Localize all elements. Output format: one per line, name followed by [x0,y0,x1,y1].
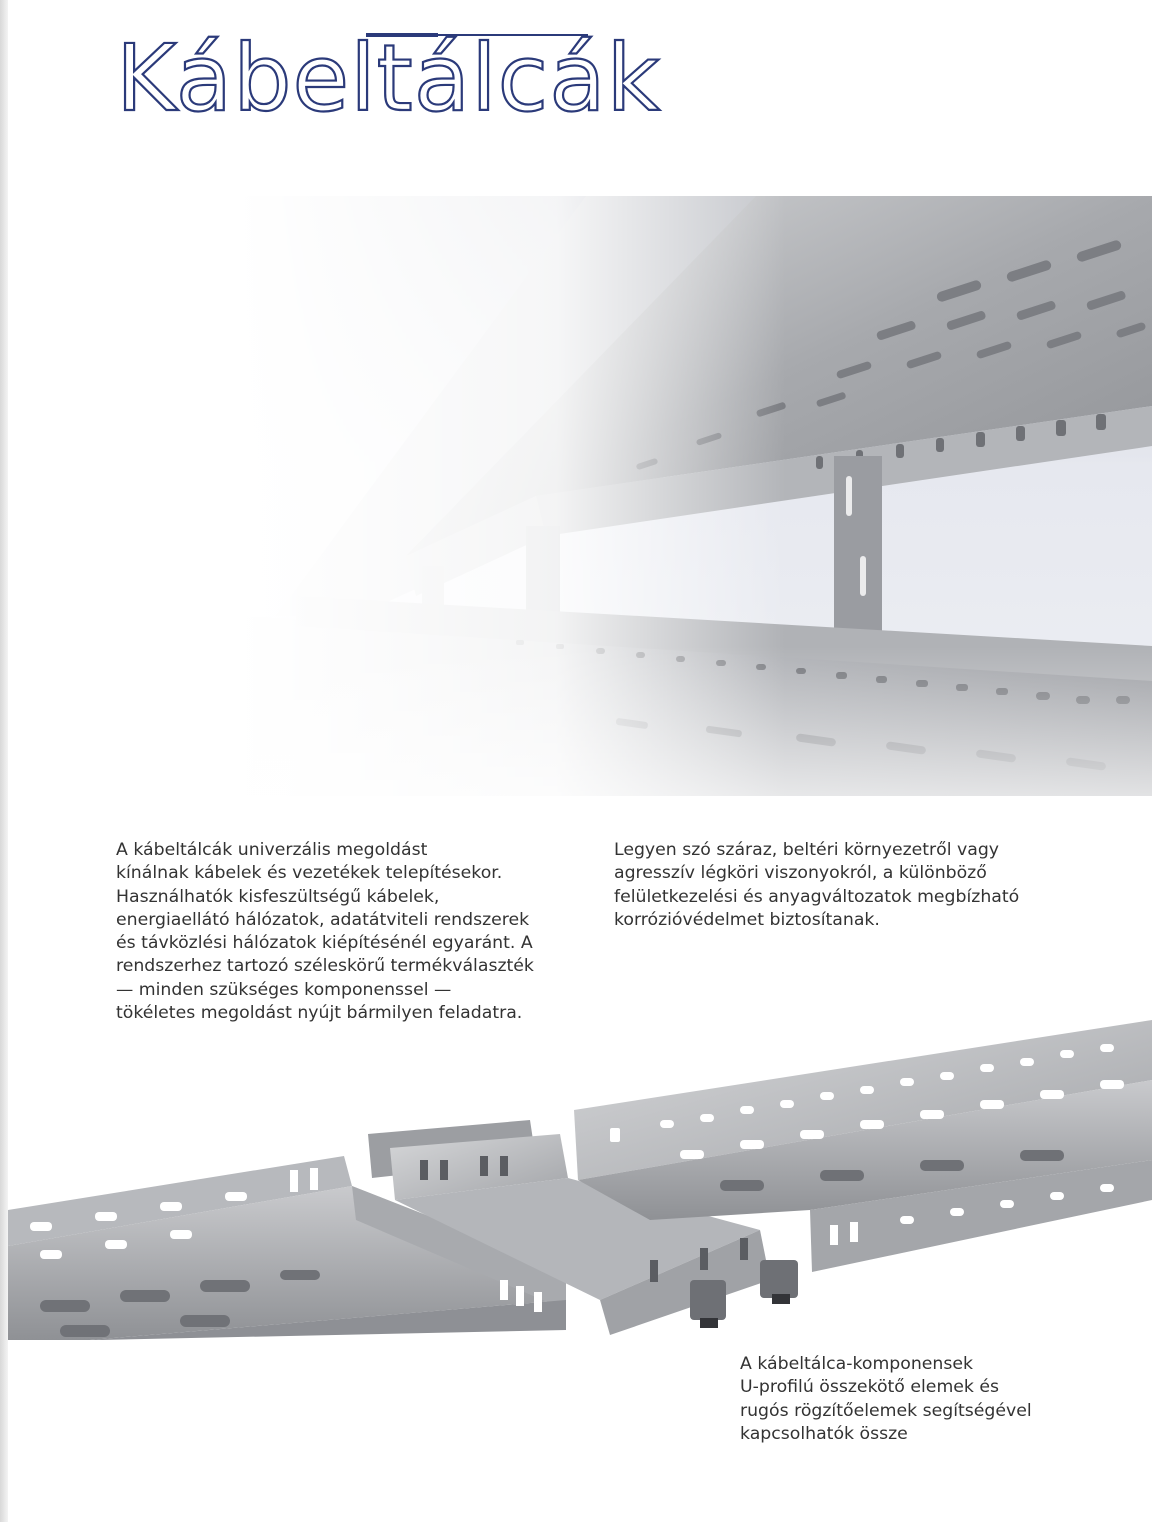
components-caption: A kábeltálca-komponensek U-profilú összekötő elemek és rugós rögzítőelemek segítségével kapcsolhatók össze [740,1354,1032,1444]
page-title: Kábeltálcák [116,25,661,132]
cable-tray-installation-photo [236,196,1152,796]
cable-tray-components-photo [0,1010,1152,1340]
intro-paragraph-left: A kábeltálcák univerzális megoldást kínálnak kábelek és vezetékek telepítésekor. Használhatók kisfeszültségű kábelek, energiaellátó hálózatok, adatátviteli rendszerek és távközlési hálózatok kiépítésénél egyaránt. A rendszerhez tartozó széleskörű termékválaszték — minden szükséges komponenssel — tökéletes megoldást nyújt bármilyen feladatra. [116,840,534,1024]
intro-paragraph-right: Legyen szó száraz, beltéri környezetről vagy agresszív légköri viszonyokról, a különböző felületkezelési és anyagváltozatok megbízható korrózióvédelmet biztosítanak. [614,840,1020,930]
